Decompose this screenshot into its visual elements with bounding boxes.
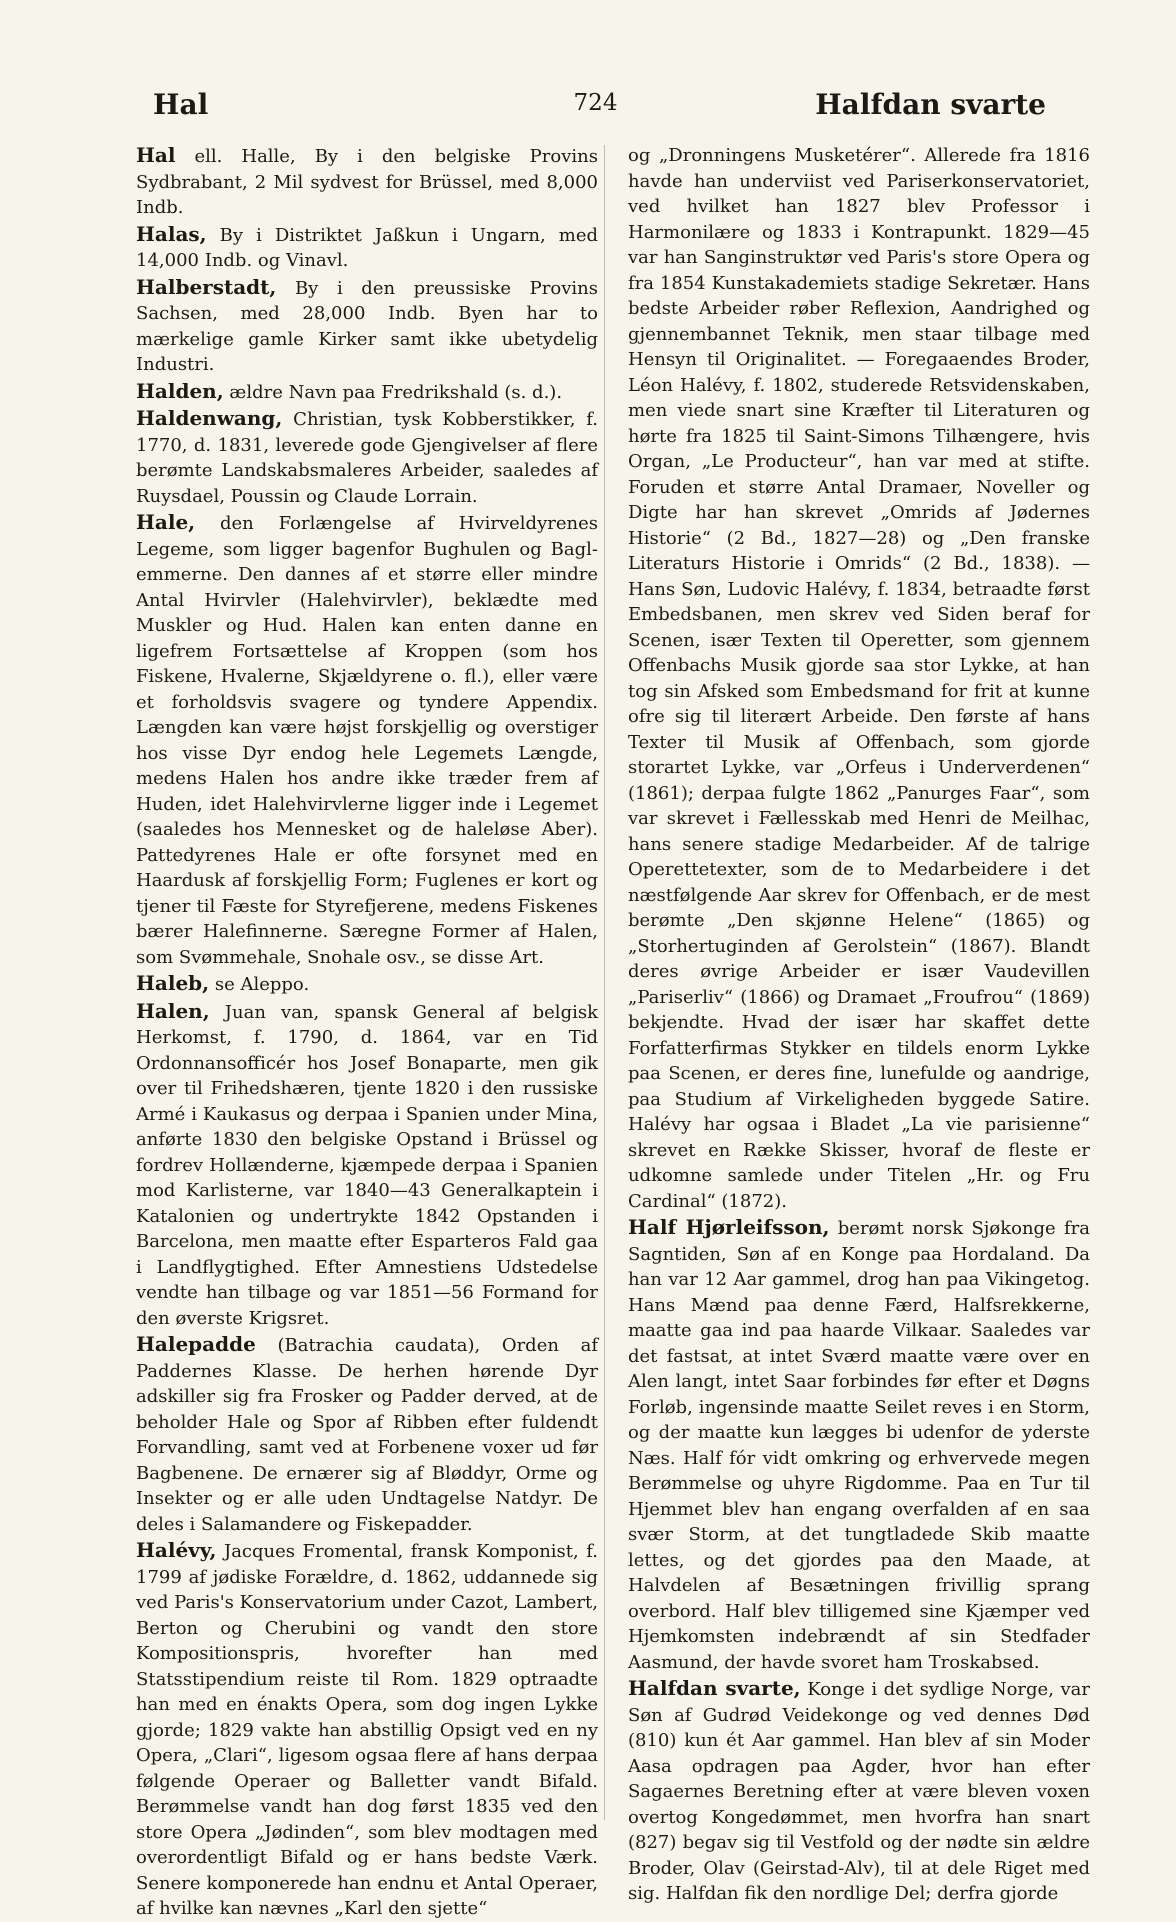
entry-text: By i den preussiske Provins Sachsen, med 28,000 Indb. Byen har to mærkelige gamle Kirker samt ikke ubetydelig Industri.: [136, 277, 598, 375]
page-number: 724: [573, 90, 618, 116]
entry-text: og „Dronningens Musketérer“. Allerede fra 1816 havde han underviist ved Pariserkonservatoriet, ved hvilket han 1827 blev Professor i Harmonilære og 1833 i Kontrapunkt. 1829—45 var han Sanginstruktør ved Paris's store Opera og fra 1854 Kunstakademiets stadige Sekretær. Hans bedste Arbeider røber Reflexion, Aandrighed og gjennembannet Teknik, men staar tilbage med Hensyn til Originalitet. — Foregaaendes Broder, Léon Halévy, f. 1802, studerede Retsvidenskaben, men viede snart sine Kræfter til Literaturen og hørte fra 1825 til Saint-Simons Tilhængere, hvis Organ, „Le Producteur“, han var med at stifte. Foruden et større Antal Dramaer, Noveller og Digte har han skrevet „Omrids af Jødernes Historie“ (2 Bd., 1827—28) og „Den franske Literaturs Historie i Omrids“ (2 Bd., 1838). — Hans Søn, Ludovic Halévy, f. 1834, betraadte først Embedsbanen, men skrev ved Siden beraf for Scenen, især Texten til Operetter, som gjennem Offenbachs Musik gjorde saa stor Lykke, at han tog sin Afsked som Embedsmand for frit at kunne ofre sig til literært Arbeide. Den første af hans Texter til Musik af Offenbach, som gjorde storartet Lykke, var „Orfeus i Underverdenen“ (1861); derpaa fulgte 1862 „Panurges Faar“, som var skrevet i Fællesskab med Henri de Meilhac, hans senere stadige Medarbeider. Af de talrige Operettetexter, som de to Medarbeidere i det næstfølgende Aar skrev for Offenbach, er de mest berømte „Den skjønne Helene“ (1865) og „Storhertuginden af Gerolstein“ (1867). Blandt deres øvrige Arbeider er især Vaudevillen „Pariserliv“ (1866) og Dramaet „Froufrou“ (1869) bekjendte. Hvad der især har skaffet dette Forfatterfirmas Stykker en tildels enorm Lykke paa Scenen, er deres fine, lunefulde og aandrige, paa Studium af Virkeligheden byggede Satire. Halévy har ogsaa i Bladet „La vie parisienne“ skrevet en Række Skisser, hvoraf de fleste er udkomne samlede under Titelen „Hr. og Fru Cardinal“ (1872).: [628, 145, 1090, 1212]
entry-headword: Halas,: [136, 221, 207, 246]
dictionary-entry: [136, 143, 598, 221]
right-column: [628, 143, 1090, 1904]
entry-text: berømt norsk Sjøkonge fra Sagntiden, Søn af en Konge paa Hordaland. Da han var 12 Aar gammel, drog han paa Vikingetog. Hans Mænd paa denne Færd, Halfsrekkerne, maatte gaa ind paa haarde Vilkaar. Saaledes var det fastsat, at intet Sværd maatte være over en Alen langt, intet Saar forbindes før efter et Døgns Forløb, ingensinde maatte Seilet reves i en Storm, og der maatte kun lægges bi udenfor de yderste Næs. Half fór vidt omkring og erhvervede megen Berømmelse og uhyre Rigdomme. Paa en Tur til Hjemmet blev han engang overfalden af en saa svær Storm, at det tungtladede Skib maatte lettes, og det gjordes paa den Maade, at Halvdelen af Besætningen frivillig sprang overbord. Half blev tilligemed sine Kjæmper ved Hjemkomsten indebrændt af sin Stedfader Aasmund, der havde svoret ham Troskabsed.: [628, 1218, 1090, 1673]
dictionary-entry: [136, 510, 598, 970]
entry-headword: Half Hjørleifsson,: [628, 1215, 830, 1239]
entry-headword: Halden,: [136, 378, 224, 403]
entry-text: den Forlængelse af Hvirveldyrenes Legeme, som ligger bagenfor Bughulen og Baglemmerne. Den dannes af et større eller mindre Antal Hvirvler (Halehvirvler), beklædte med Muskler og Hud. Halen kan enten danne en ligefrem Fortsættelse af Kroppen (som hos Fiskene, Hvalerne, Skjældyrene o. fl.), eller være et forholdsvis svagere og tyndere Appendix. Længden kan være højst forskjellig og overstiger hos visse Dyr endog hele Legemets Længde, medens Halen hos andre ikke træder frem af Huden, idet Halehvirvlerne ligger inde i Legemet (saaledes hos Mennesket og de haleløse Aber). Pattedyrenes Hale er ofte forsynet med en Haardusk af forskjellig Form; Fuglenes er kort og tjener til Fæste for Styrefjerene, medens Fiskenes bærer Halefinnerne. Særegne Former af Halen, som Svømmehale, Snohale osv., se disse Art.: [136, 513, 598, 968]
entry-text: se Aleppo.: [214, 974, 310, 995]
entry-text: ældre Navn paa Fredrikshald (s. d.).: [229, 381, 563, 403]
entry-text: Christian, tysk Kobberstikker, f. 1770, d. 1831, leverede gode Gjengivelser af flere berømte Landskabsmaleres Arbeider, saaledes af Ruysdael, Poussin og Claude Lorrain.: [136, 409, 598, 507]
entry-headword: Haldenwang,: [136, 406, 283, 430]
dictionary-entry: [628, 1215, 1090, 1675]
entry-headword: Hale,: [136, 510, 196, 534]
entry-headword: Halfdan svarte,: [628, 1676, 801, 1700]
dictionary-entry: [136, 406, 598, 509]
entry-text: Jacques Fromental, fransk Komponist, f. 1799 af jødiske Forældre, d. 1862, uddannede sig ved Paris's Konservatorium under Cazot, Lambert, Berton og Cherubini og vandt den store Kompositionspris, hvorefter han med Statsstipendium reiste til Rom. 1829 optraadte han med en énakts Opera, som dog ingen Lykke gjorde; 1829 vakte han abstillig Opsigt ved en ny Opera, „Clari“, ligesom ogsaa flere af hans derpaa følgende Operaer og Balletter vandt Bifald. Berømmelse vandt han dog først 1835 ved den store Opera „Jødinden“, som blev modtagen med overordentligt Bifald og er hans bedste Værk. Senere komponerede han endnu et Antal Operaer, af hvilke kan nævnes „Karl den sjette“: [136, 1541, 598, 1919]
dictionary-entry: [136, 275, 598, 378]
entry-headword: Haleb,: [136, 971, 210, 995]
entry-headword: Halen,: [136, 998, 210, 1023]
column-divider: [604, 145, 605, 1820]
entry-text: Juan van, spansk General af belgisk Herkomst, f. 1790, d. 1864, var en Tid Ordonnansofficér hos Josef Bonaparte, men gik over til Frihedshæren, tjente 1820 i den russiske Armé i Kaukasus og derpaa i Spanien under Mina, anførte 1830 den belgiske Opstand i Brüssel og fordrev Hollænderne, kjæmpede derpaa i Spanien mod Karlisterne, var 1840—43 Generalkaptein i Katalonien og undertrykte 1842 Opstanden i Barcelona, men maatte efter Esparteros Fald gaa i Landflygtighed. Efter Amnestiens Udstedelse vendte han tilbage og var 1851—56 Formand for den øverste Krigsret.: [136, 1001, 598, 1329]
entry-headword: Hal: [136, 143, 176, 167]
entry-text: (Batrachia caudata), Orden af Paddernes Klasse. De herhen hørende Dyr adskiller sig fra Frosker og Padder derved, at de beholder Hale og Spor af Ribben efter fuldendt Forvandling, samt ved at Forbenene voxer ud før Bagbenene. De ernærer sig af Bløddyr, Orme og Insekter og er alle uden Undtagelse Natdyr. De deles i Salamandere og Fiskepadder.: [136, 1335, 598, 1535]
dictionary-entry: [628, 1676, 1090, 1907]
entry-headword: Halévy,: [136, 1538, 217, 1562]
entry-headword: Halepadde: [136, 1332, 256, 1356]
dictionary-entry: [136, 1332, 598, 1537]
dictionary-entry: [136, 999, 598, 1332]
dictionary-entry: [136, 222, 598, 274]
header-right-guideword: Halfdan svarte: [815, 88, 1046, 121]
dictionary-entry: [136, 379, 598, 406]
entry-headword: Halberstadt,: [136, 274, 277, 299]
entry-text: ell. Halle, By i den belgiske Provins Sydbrabant, 2 Mil sydvest for Brüssel, med 8,000 Indb.: [136, 146, 598, 218]
entry-text: By i Distriktet Jaßkun i Ungarn, med 14,000 Indb. og Vinavl.: [136, 224, 598, 271]
dictionary-entry: [136, 1538, 598, 1922]
header-left-guideword: Hal: [153, 88, 209, 121]
page-header: [145, 88, 1046, 128]
entry-text: Konge i det sydlige Norge, var Søn af Gudrød Veidekonge og ved dennes Død (810) kun ét Aar gammel. Han blev af sin Moder Aasa opdragen paa Agder, hvor han efter Sagaernes Beretning efter at være bleven voxen overtog Kongedømmet, men hvorfra han snart (827) begav sig til Vestfold og der nødte sin ældre Broder, Olav (Geirstad-Alv), til at dele Riget med sig. Halfdan fik den nordlige Del; derfra gjorde: [628, 1679, 1090, 1904]
dictionary-entry: [628, 143, 1090, 1214]
dictionary-entry: [136, 971, 598, 998]
left-column: [136, 143, 598, 1919]
